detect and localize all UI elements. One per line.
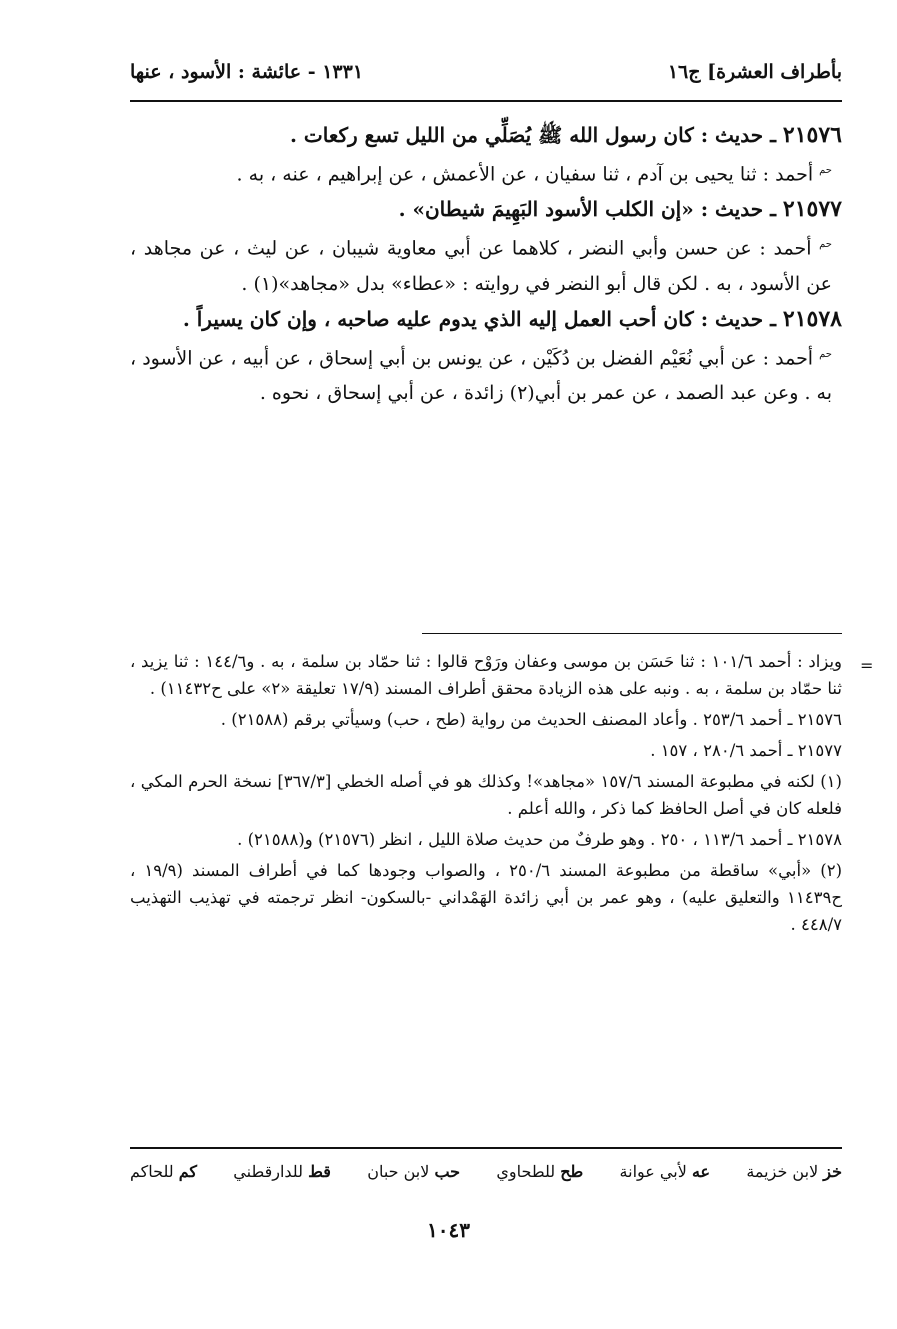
- abbr-item: [620, 1162, 711, 1181]
- isnad-content: أحمد : ثنا يحيى بن آدم ، ثنا سفيان ، عن الأعمش ، عن إبراهيم ، عنه ، به .: [236, 163, 814, 186]
- header-rule: [130, 100, 842, 102]
- isnad-content: أحمد : عن حسن وأبي النضر ، كلاهما عن أبي معاوية شيبان ، عن ليث ، عن مجاهد ، عن الأسود ، به . لكن قال أبو النضر في روايته : «عطاء» بدل «مجاهد»(١) .: [130, 237, 832, 295]
- abbr-item: [130, 1162, 197, 1181]
- footnote: ٢١٥٧٧ ـ أحمد ٢٨٠/٦ ، ١٥٧ .: [650, 741, 842, 760]
- isnad-text: [130, 337, 842, 411]
- footnote-rule: [422, 633, 842, 634]
- abbr-item: [367, 1162, 460, 1181]
- source-mark: حم: [819, 348, 832, 360]
- hadith-number: ٢١٥٧٧: [782, 196, 842, 223]
- footnotes: [130, 648, 842, 942]
- header-section: ١٣٣١ - عائشة : الأسود ، عنها: [130, 61, 364, 83]
- entry-21577: [130, 192, 842, 301]
- header-book-title: بأطراف العشرة] ج١٦: [667, 61, 842, 83]
- entry-21578: [130, 302, 842, 411]
- abbr-code: حب: [434, 1162, 461, 1181]
- abbr-code: عه: [691, 1162, 711, 1181]
- abbr-item: [233, 1162, 331, 1181]
- abbreviation-key: [130, 1162, 842, 1181]
- running-header: [130, 52, 842, 92]
- isnad-content: أحمد : عن أبي نُعَيْم الفضل بن دُكَيْن ، عن يونس بن أبي إسحاق ، عن أبيه ، عن الأسود ، به . وعن عبد الصمد ، عن عمر بن أبي(٢) زائدة ، عن أبي إسحاق ، نحوه .: [130, 346, 832, 404]
- footer-rule: [130, 1147, 842, 1149]
- abbr-code: خز: [823, 1162, 842, 1181]
- abbr-name: لابن حبان: [367, 1162, 430, 1181]
- main-text: [130, 118, 842, 411]
- continuation-mark: =: [860, 656, 874, 675]
- abbr-item: [746, 1162, 842, 1181]
- abbr-name: لابن خزيمة: [746, 1162, 819, 1181]
- abbr-name: للدارقطني: [233, 1162, 303, 1181]
- abbr-item: [496, 1162, 583, 1181]
- footnote: ويزاد : أحمد ١٠١/٦ : ثنا حَسَن بن موسى وعفان ورَوْح قالوا : ثنا حمّاد بن سلمة ، به . و١٤٤/٦ : ثنا يزيد ، ثنا حمّاد بن سلمة ، به . ونبه على هذه الزيادة محقق أطراف المسند (١٧/٩ تعليقة «٢» على ح١١٤٣٢) .: [130, 652, 843, 698]
- footnote: (٢) «أبي» ساقطة من مطبوعة المسند ٢٥٠/٦ ، والصواب وجودها كما في أطراف المسند (١٩/٩ ، ح١١٤٣٩ والتعليق عليه) ، وهو عمر بن أبي زائدة الهَمْداني -بالسكون- انظر ترجمته في تهذيب التهذيب ٤٤٨/٧ .: [130, 861, 842, 934]
- abbr-name: لأبي عوانة: [619, 1162, 687, 1181]
- source-mark: حم: [819, 239, 832, 251]
- hadith-text: ـ حديث : كان أحب العمل إليه الذي يدوم عليه صاحبه ، وإن كان يسيراً .: [182, 306, 776, 331]
- hadith-number: ٢١٥٧٦: [782, 122, 842, 148]
- hadith-line: [130, 192, 842, 227]
- abbr-code: كم: [178, 1162, 197, 1181]
- hadith-line: [130, 302, 842, 337]
- hadith-number: ٢١٥٧٨: [782, 305, 842, 332]
- footnote: ٢١٥٧٦ ـ أحمد ٢٥٣/٦ . وأعاد المصنف الحديث من رواية (طح ، حب) وسيأتي برقم (٢١٥٨٨) .: [220, 710, 842, 729]
- abbr-name: للطحاوي: [496, 1162, 556, 1181]
- hadith-line: [130, 118, 842, 153]
- source-mark: حم: [819, 165, 832, 176]
- footnote: ٢١٥٧٨ ـ أحمد ١١٣/٦ ، ٢٥٠ . وهو طرفٌ من حديث صلاة الليل ، انظر (٢١٥٧٦) و(٢١٥٨٨) .: [237, 830, 842, 849]
- footnote: (١) لكنه في مطبوعة المسند ١٥٧/٦ «مجاهد»! وكذلك هو في أصله الخطي [٣٦٧/٣] نسخة الحرم المكي ، فلعله كان في أصل الحافظ كما ذكر ، والله أعلم .: [130, 772, 842, 818]
- abbr-code: طح: [560, 1162, 584, 1181]
- abbr-name: للحاكم: [130, 1162, 174, 1181]
- entry-21576: [130, 118, 842, 192]
- page-number: ١٠٤٣: [427, 1218, 470, 1242]
- isnad-text: [130, 227, 842, 301]
- abbr-code: قط: [308, 1162, 331, 1181]
- hadith-text: ـ حديث : كان رسول الله ﷺ يُصَلِّي من الليل تسع ركعات .: [289, 123, 776, 147]
- isnad-text: [130, 153, 842, 192]
- hadith-text: ـ حديث : «إن الكلب الأسود البَهِيمَ شيطان» .: [398, 197, 776, 222]
